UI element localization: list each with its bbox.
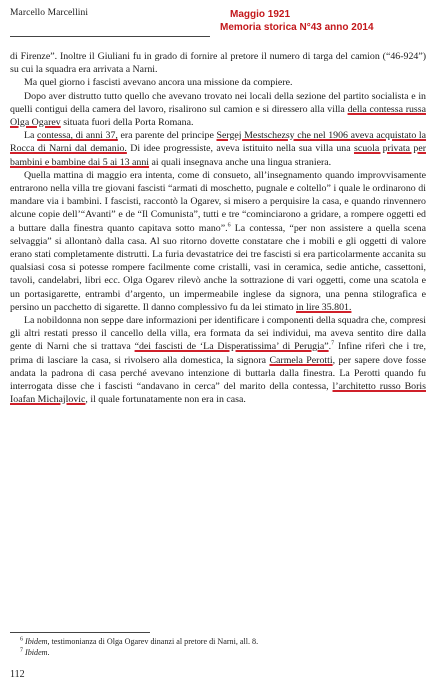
body-text <box>10 50 426 406</box>
highlight-underline: in lire 35.801. <box>296 301 352 313</box>
paragraph: La contessa, di anni 37, era parente del principe Sergej Mestschezsy che nel 1906 aveva acquistato la Rocca di Narni dal demanio. Di idee progressiste, aveva istituito nella sua villa una scuola privata per bambini e bambine dai 5 ai 13 anni ai quali insegnava anche una lingua straniera. <box>10 130 427 168</box>
footnotes <box>10 636 426 658</box>
highlight-underline: della contessa russa Olga Ogarev <box>10 103 426 129</box>
paragraph: Quella mattina di maggio era intenta, come di consueto, all’insegnamento quando improvvisamente entrarono nella villa tre giovani fascisti “armati di moschetto, pugnale e coltello” i quale le ordinarono di mandare via i bambini. I fascisti, raccontò la Ogarev, si misero a perquisire la casa, e quando rinvennero alcune copie dell’“Avanti” e de “Il Comunista”, tutti e tre “cominciarono a gridare, a rompere oggetti ed a buttare dalla finestra quanto capitava sotto mano”.$^6$ La contessa, “per non assistere a quella scena selvaggia” si allontanò dalla casa. Al suo ritorno dovette constatare che i mobili e gli oggetti di valore erano stati completamente distrutti. La furia devastatrice dei tre fascisti si era particolarmente accanita su qualsiasi cosa si potesse rompere facilmente come cristalli, vasi in ceramica, sedie antiche, cassettoni, tavoli, candelabri, libri ecc. Olga Ogarev rilevò anche la sottrazione di vari oggetti, come una scatola e un portasigarette, entrambi d’argento, un impermeabile inglese da signora, una penna stilografica e persino un pacchetto di sigarette. Il danno complessivo fu da lei stimato in lire 35.801. <box>10 169 426 313</box>
red-stamp-caption <box>218 8 374 34</box>
running-head-author: Marcello Marcellini <box>10 8 89 18</box>
header-rule <box>10 36 210 37</box>
footnote-7: $^7$ Ibidem. <box>20 647 50 657</box>
highlight-underline: contessa, di anni 37, <box>37 130 118 142</box>
stamp-series: Memoria storica N°43 anno 2014 <box>220 22 374 33</box>
paragraph: Dopo aver distrutto tutto quello che avevano trovato nei locali della sezione del partito socialista e in quelli contigui della camera del lavoro, risalirono sul camion e si diressero alla villa della contessa russa Olga Ogarev situata fuori della Porta Romana. <box>10 90 426 129</box>
footnote-marker[interactable]: 7 <box>331 341 335 348</box>
paragraph: La nobildonna non seppe dare informazioni per identificare i componenti della squadra che, compresi gli altri restati presso il cancello della villa, era formata da sei individui, ma aveva sentito dire dalla gente di Narni che si trattava “dei fascisti de ‘La Disperatissima’ di Perugia”.$^7$ Infine riferì che i tre, prima di lasciare la casa, si rivolsero alla domestica, la signora Carmela Perotti, per sapere dove fosse andata la padrona di casa perché avevano intenzione di buttarla dalla finestra. La Perotti quando fu interrogata disse che i fascisti “andavano in cerca” del marito della contessa, l’architetto russo Boris Ioafan Michajlovic, il quale fortunatamente non era in casa. <box>10 315 427 406</box>
footnote-marker[interactable]: 6 <box>227 222 231 229</box>
highlight-underline: Carmela Perotti <box>269 354 333 366</box>
highlight-underline: l’architetto russo Boris Ioafan Michajlovic <box>10 381 426 406</box>
highlight-underline: scuola privata per bambini e bambine dai 5 ai 13 anni <box>10 143 426 168</box>
page-number: 112 <box>10 669 25 680</box>
highlight-underline: Sergej Mestschezsy che nel 1906 aveva acquistato la Rocca di Narni dal demanio. <box>10 130 427 155</box>
highlight-underline: “dei fascisti de ‘La Disperatissima’ di Perugia” <box>134 341 329 353</box>
footnote-rule <box>10 632 150 633</box>
footnote-6: $^6$ Ibidem, testimonianza di Olga Ogarev dinanzi al pretore di Narni, all. 8. <box>20 636 259 646</box>
paragraph: Ma quel giorno i fascisti avevano ancora una missione da compiere. <box>24 77 293 89</box>
stamp-date: Maggio 1921 <box>230 9 291 20</box>
paragraph: di Firenze”. Inoltre il Giuliani fu in grado di fornire al pretore il numero di targa del camion (“46-924”) su cui la squadra era arrivata a Narni. <box>10 51 426 76</box>
